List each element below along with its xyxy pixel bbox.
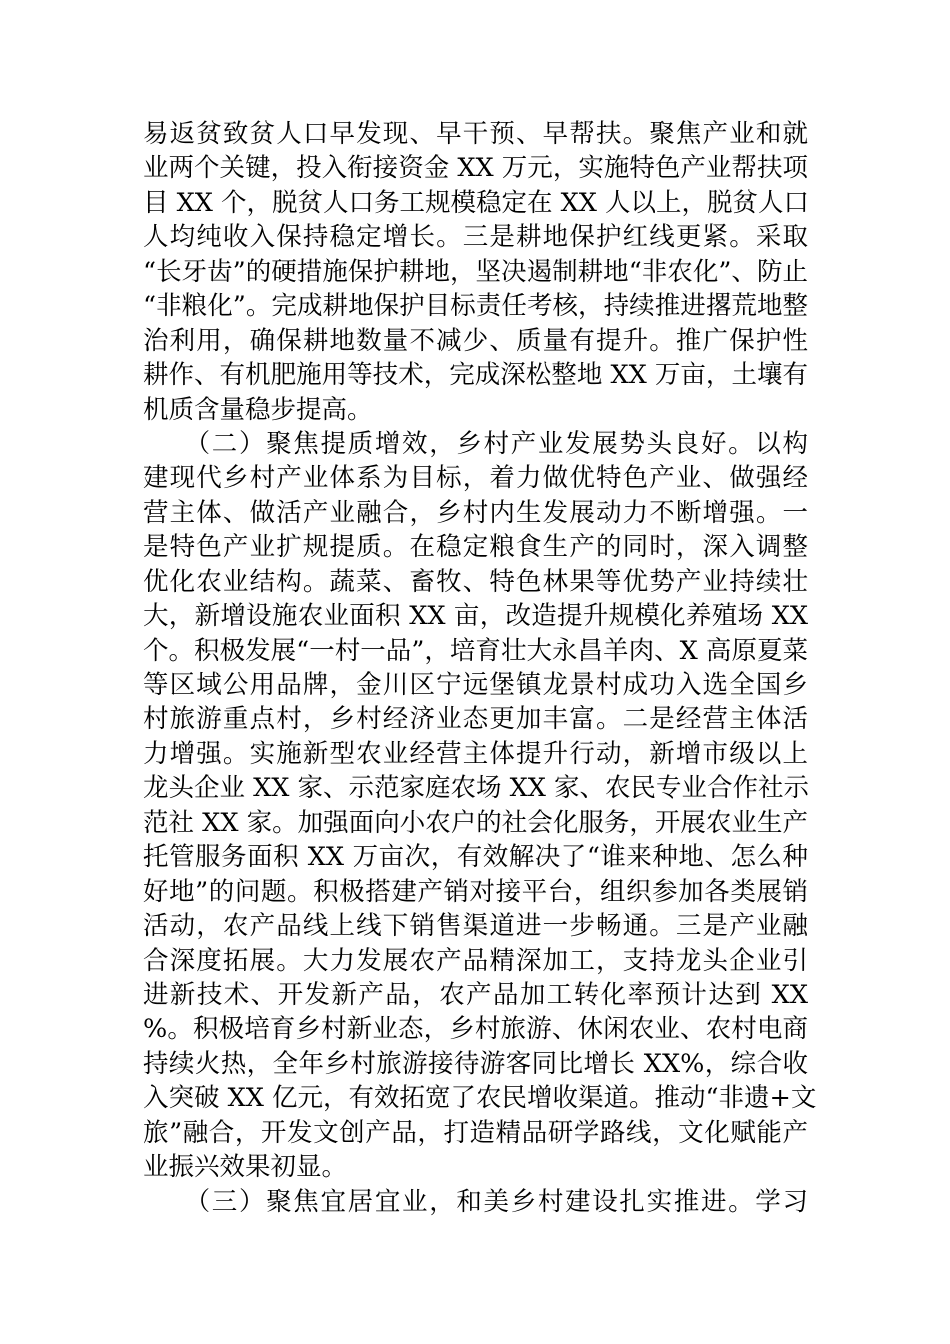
section-heading-line: （三）聚焦宜居宜业，和美乡村建设扎实推进。学习 bbox=[143, 1186, 808, 1217]
paragraph-end-line: 业振兴效果初显。 bbox=[143, 1152, 348, 1183]
text-line: 旅”融合，开发文创产品，打造精品研学路线，文化赋能产 bbox=[143, 1117, 808, 1148]
text-line: “非粮化”。完成耕地保护目标责任考核，持续推进撂荒地整 bbox=[143, 291, 808, 322]
text-line: %。积极培育乡村新业态，乡村旅游、休闲农业、农村电商 bbox=[143, 1014, 808, 1045]
text-line: 活动，农产品线上线下销售渠道进一步畅通。三是产业融 bbox=[143, 911, 808, 942]
text-line: “长牙齿”的硬措施保护耕地，坚决遏制耕地“非农化”、防止 bbox=[143, 256, 808, 287]
text-line: 建现代乡村产业体系为目标，着力做优特色产业、做强经 bbox=[143, 463, 808, 494]
text-line: 入突破 XX 亿元，有效拓宽了农民增收渠道。推动“非遗+文 bbox=[143, 1083, 817, 1114]
text-line: 龙头企业 XX 家、示范家庭农场 XX 家、农民专业合作社示 bbox=[143, 773, 810, 804]
text-line: 治利用，确保耕地数量不减少、质量有提升。推广保护性 bbox=[143, 325, 808, 356]
paragraph-end-line: 机质含量稳步提高。 bbox=[143, 394, 373, 425]
text-line: 好地”的问题。积极搭建产销对接平台，组织参加各类展销 bbox=[143, 876, 808, 907]
text-line: 营主体、做活产业融合，乡村内生发展动力不断增强。一 bbox=[143, 497, 808, 528]
text-line: 优化农业结构。蔬菜、畜牧、特色林果等优势产业持续壮 bbox=[143, 566, 808, 597]
body-text bbox=[143, 117, 817, 1219]
section-heading-line: （二）聚焦提质增效，乡村产业发展势头良好。以构 bbox=[143, 428, 808, 459]
text-line: 耕作、有机肥施用等技术，完成深松整地 XX 万亩，土壤有 bbox=[143, 360, 808, 391]
text-line: 大，新增设施农业面积 XX 亩，改造提升规模化养殖场 XX bbox=[143, 601, 808, 632]
text-line: 易返贫致贫人口早发现、早干预、早帮扶。聚焦产业和就 bbox=[143, 119, 808, 149]
text-line: 持续火热，全年乡村旅游接待游客同比增长 XX%，综合收 bbox=[143, 1048, 808, 1079]
text-line: 业两个关键，投入衔接资金 XX 万元，实施特色产业帮扶项 bbox=[143, 153, 808, 184]
text-line: 是特色产业扩规提质。在稳定粮食生产的同时，深入调整 bbox=[143, 532, 808, 563]
text-line: 合深度拓展。大力发展农产品精深加工，支持龙头企业引 bbox=[143, 945, 808, 976]
text-line: 范社 XX 家。加强面向小农户的社会化服务，开展农业生产 bbox=[143, 807, 808, 838]
text-line: 个。积极发展“一村一品”，培育壮大永昌羊肉、X 高原夏菜 bbox=[143, 635, 808, 666]
text-line: 目 XX 个，脱贫人口务工规模稳定在 XX 人以上，脱贫人口 bbox=[143, 187, 810, 218]
text-line: 村旅游重点村，乡村经济业态更加丰富。二是经营主体活 bbox=[143, 704, 808, 735]
text-line: 力增强。实施新型农业经营主体提升行动，新增市级以上 bbox=[143, 738, 808, 769]
text-line: 人均纯收入保持稳定增长。三是耕地保护红线更紧。采取 bbox=[143, 222, 808, 253]
text-line: 等区域公用品牌，金川区宁远堡镇龙景村成功入选全国乡 bbox=[143, 670, 808, 700]
text-line: 托管服务面积 XX 万亩次，有效解决了“谁来种地、怎么种 bbox=[143, 842, 808, 873]
text-line: 进新技术、开发新产品，农产品加工转化率预计达到 XX bbox=[143, 979, 808, 1010]
